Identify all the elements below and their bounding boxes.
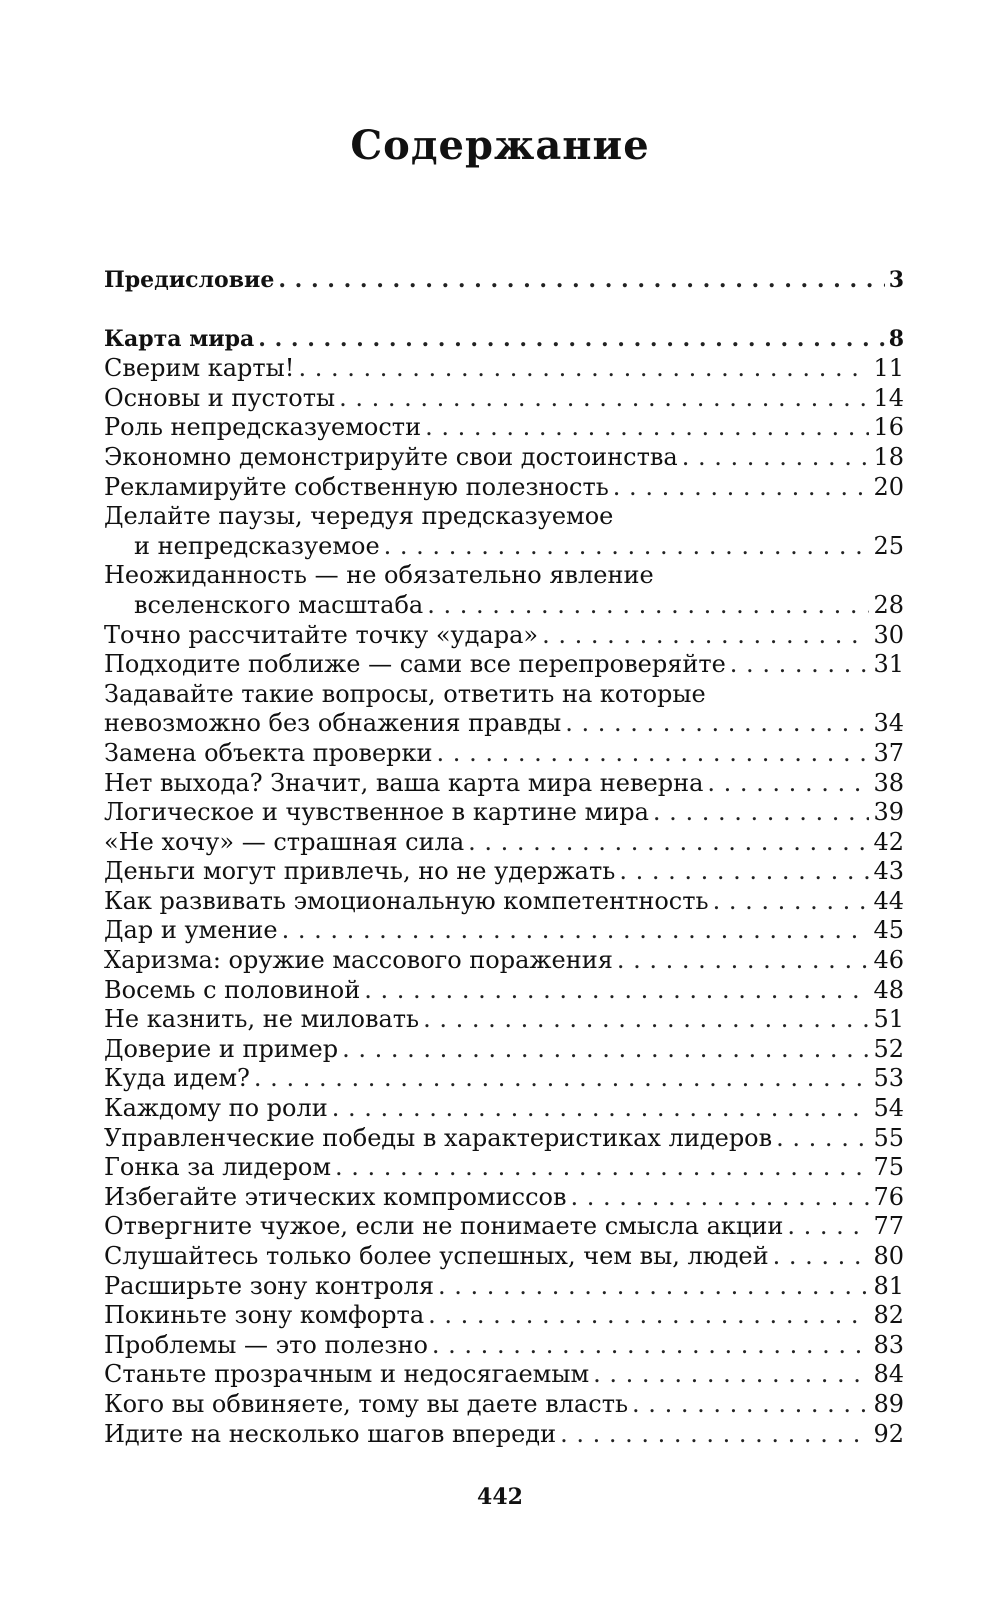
toc-entry-page: 42 xyxy=(873,827,904,856)
toc-entry xyxy=(104,739,904,769)
dot-leader xyxy=(425,413,869,443)
toc-entry xyxy=(104,1360,904,1390)
dot-leader xyxy=(427,591,869,621)
toc-entry-label: Дар и умение xyxy=(104,916,278,945)
toc-entry-label: Экономно демонстрируйте свои достоинства xyxy=(104,442,678,471)
toc-entry xyxy=(104,650,904,680)
toc-entry-page: 75 xyxy=(873,1153,904,1182)
dot-leader xyxy=(617,946,870,976)
toc-entry-label: Логическое и чувственное в картине мира xyxy=(104,798,649,827)
toc-entry xyxy=(104,1242,904,1272)
toc-entry-label: Не казнить, не миловать xyxy=(104,1005,420,1034)
toc-entry-label: Доверие и пример xyxy=(104,1034,339,1063)
toc-entry-label: Станьте прозрачным и недосягаемым xyxy=(104,1360,590,1389)
dot-leader xyxy=(423,1005,869,1035)
toc-entry-page: 81 xyxy=(873,1271,904,1300)
dot-leader xyxy=(565,709,869,739)
dot-leader xyxy=(682,443,870,473)
dot-leader xyxy=(258,325,884,355)
toc-entry xyxy=(104,916,904,946)
toc-entry xyxy=(104,828,904,858)
dot-leader xyxy=(254,1064,870,1094)
toc-entry-page: 48 xyxy=(873,975,904,1004)
toc-entry-page: 77 xyxy=(873,1212,904,1241)
dot-leader xyxy=(632,1390,869,1420)
toc-entry-page: 28 xyxy=(873,590,904,619)
toc-entry-page: 76 xyxy=(873,1182,904,1211)
toc-entry-label: Деньги могут привлечь, но не удержать xyxy=(104,857,616,886)
toc-entry xyxy=(104,413,904,443)
toc-entry xyxy=(104,1212,904,1242)
page-number: 442 xyxy=(477,1484,523,1510)
toc-entry-label: Рекламируйте собственную полезность xyxy=(104,472,609,501)
toc-entry xyxy=(104,976,904,1006)
toc-entry xyxy=(104,1064,904,1094)
dot-leader xyxy=(730,650,870,680)
dot-leader xyxy=(298,354,869,384)
toc-entry-label: Харизма: оружие массового поражения xyxy=(104,946,613,975)
toc-entry-page: 44 xyxy=(873,886,904,915)
toc-entry-page: 55 xyxy=(873,1123,904,1152)
toc-entry xyxy=(104,1005,904,1035)
dot-leader xyxy=(428,1301,869,1331)
toc-entry-page: 20 xyxy=(873,472,904,501)
toc-entry-page: 46 xyxy=(873,946,904,975)
dot-leader xyxy=(787,1212,869,1242)
toc-entry-page: 25 xyxy=(873,531,904,560)
toc-entry xyxy=(104,798,904,828)
toc-entry-label: Покиньте зону комфорта xyxy=(104,1301,425,1330)
toc-entry xyxy=(104,1331,904,1361)
dot-leader xyxy=(364,976,869,1006)
toc-entry-page: 53 xyxy=(873,1064,904,1093)
toc-entry-label: Отвергните чужое, если не понимаете смысла акции xyxy=(104,1212,784,1241)
toc-entry xyxy=(104,709,904,739)
toc-entry-label: Сверим карты! xyxy=(104,354,295,383)
toc-entry-page: 83 xyxy=(873,1330,904,1359)
toc-entry-first-line: Делайте паузы, чередуя предсказуемое xyxy=(104,502,614,531)
toc-entry-label: Управленческие победы в характеристиках лидеров xyxy=(104,1123,773,1152)
toc-entry xyxy=(104,384,904,414)
toc-entry-label: вселенского масштаба xyxy=(134,590,424,619)
toc-entry-page: 45 xyxy=(873,916,904,945)
toc-entry-label: «Не хочу» — страшная сила xyxy=(104,827,465,856)
dot-leader xyxy=(560,1420,869,1450)
toc-entry-label: Проблемы — это полезно xyxy=(104,1330,428,1359)
toc-entry xyxy=(104,769,904,799)
toc-entry-page: 38 xyxy=(873,768,904,797)
dot-leader xyxy=(282,916,870,946)
toc-entry xyxy=(104,1272,904,1302)
toc-entry-label: Кого вы обвиняете, тому вы даете власть xyxy=(104,1389,629,1418)
toc-entry-page: 92 xyxy=(873,1419,904,1448)
toc-entry xyxy=(104,354,904,384)
toc-entry xyxy=(104,532,904,562)
dot-leader xyxy=(773,1242,870,1272)
dot-leader xyxy=(432,1331,870,1361)
toc-entry xyxy=(104,1390,904,1420)
toc-entry xyxy=(104,1035,904,1065)
toc-entry-page: 8 xyxy=(888,325,904,352)
toc-entry-page: 43 xyxy=(873,857,904,886)
toc-entry-page: 11 xyxy=(873,354,904,383)
dot-leader xyxy=(384,532,870,562)
toc-entry xyxy=(104,946,904,976)
toc-entry-page: 89 xyxy=(873,1389,904,1418)
toc-entry xyxy=(104,1183,904,1213)
toc-entry-label: Роль непредсказуемости xyxy=(104,413,422,442)
dot-leader xyxy=(335,1153,869,1183)
toc-entry-first-line: Неожиданность — не обязательно явление xyxy=(104,561,654,590)
toc-entry-label: Восемь с половиной xyxy=(104,975,361,1004)
toc-entry-page: 18 xyxy=(873,442,904,471)
toc-entry-page: 51 xyxy=(873,1005,904,1034)
toc-entry xyxy=(104,1153,904,1183)
toc-entry-page: 3 xyxy=(888,267,904,293)
toc-entry xyxy=(104,443,904,473)
toc-entry-page: 52 xyxy=(873,1034,904,1063)
toc-entry-page: 34 xyxy=(873,709,904,738)
toc-entry-page: 39 xyxy=(873,798,904,827)
dot-leader xyxy=(332,1094,870,1124)
page-title: Содержание xyxy=(350,122,650,169)
toc-entry-label: Идите на несколько шагов впереди xyxy=(104,1419,557,1448)
dot-leader xyxy=(776,1124,869,1154)
dot-leader xyxy=(713,887,870,917)
toc-entry-first-line: Задавайте такие вопросы, ответить на которые xyxy=(104,679,706,708)
dot-leader xyxy=(437,739,870,769)
toc-entry xyxy=(104,1124,904,1154)
dot-leader xyxy=(707,769,869,799)
toc-entry-label: Слушайтесь только более успешных, чем вы, людей xyxy=(104,1242,769,1270)
toc-entry xyxy=(104,473,904,503)
dot-leader xyxy=(593,1360,869,1390)
toc-entry-page: 54 xyxy=(873,1094,904,1123)
toc-entry-label: Карта мира xyxy=(104,325,255,352)
toc-entry-label: Замена объекта проверки xyxy=(104,738,433,767)
toc-entry xyxy=(104,591,904,621)
toc-entry-label: невозможно без обнажения правды xyxy=(104,709,562,738)
dot-leader xyxy=(653,798,870,828)
toc-entry xyxy=(104,887,904,917)
toc-entry-label: Как развивать эмоциональную компетентность xyxy=(104,886,709,915)
toc-entry-label: Расширьте зону контроля xyxy=(104,1271,434,1300)
dot-leader xyxy=(278,266,884,296)
toc-entry-label: Предисловие xyxy=(104,267,275,293)
toc-entry xyxy=(104,857,904,887)
toc-entry xyxy=(104,621,904,651)
toc-entry xyxy=(104,1301,904,1331)
toc-entry-label: и непредсказуемое xyxy=(134,531,380,560)
toc-entry-label: Куда идем? xyxy=(104,1064,250,1093)
toc-entry-section xyxy=(104,325,904,355)
dot-leader xyxy=(570,1183,869,1213)
toc-entry-page: 16 xyxy=(873,413,904,442)
toc-entry-label: Гонка за лидером xyxy=(104,1153,332,1182)
toc-entry-label: Каждому по роли xyxy=(104,1094,328,1123)
toc-entry-page: 84 xyxy=(873,1360,904,1389)
toc-entry-label: Избегайте этических компромиссов xyxy=(104,1182,567,1211)
table-of-contents xyxy=(104,266,904,1449)
toc-entry-label: Основы и пустоты xyxy=(104,383,336,412)
toc-entry-label: Подходите поближе — сами все перепроверяйте xyxy=(104,650,726,679)
toc-entry xyxy=(104,1094,904,1124)
toc-entry-label: Нет выхода? Значит, ваша карта мира неверна xyxy=(104,768,704,797)
dot-leader xyxy=(339,384,869,414)
toc-entry-page: 30 xyxy=(873,620,904,649)
dot-leader xyxy=(438,1272,870,1302)
dot-leader xyxy=(468,828,869,858)
toc-entry-page: 14 xyxy=(873,383,904,412)
dot-leader xyxy=(542,621,869,651)
toc-entry-page: 37 xyxy=(873,738,904,767)
dot-leader xyxy=(613,473,870,503)
toc-entry-page: 82 xyxy=(873,1301,904,1330)
dot-leader xyxy=(619,857,869,887)
dot-leader xyxy=(342,1035,869,1065)
toc-entry-page: 80 xyxy=(873,1242,904,1270)
toc-entry xyxy=(104,1420,904,1450)
toc-entry-preface xyxy=(104,266,904,296)
toc-entry-label: Точно рассчитайте точку «удара» xyxy=(104,620,539,649)
toc-entry-page: 31 xyxy=(873,650,904,679)
